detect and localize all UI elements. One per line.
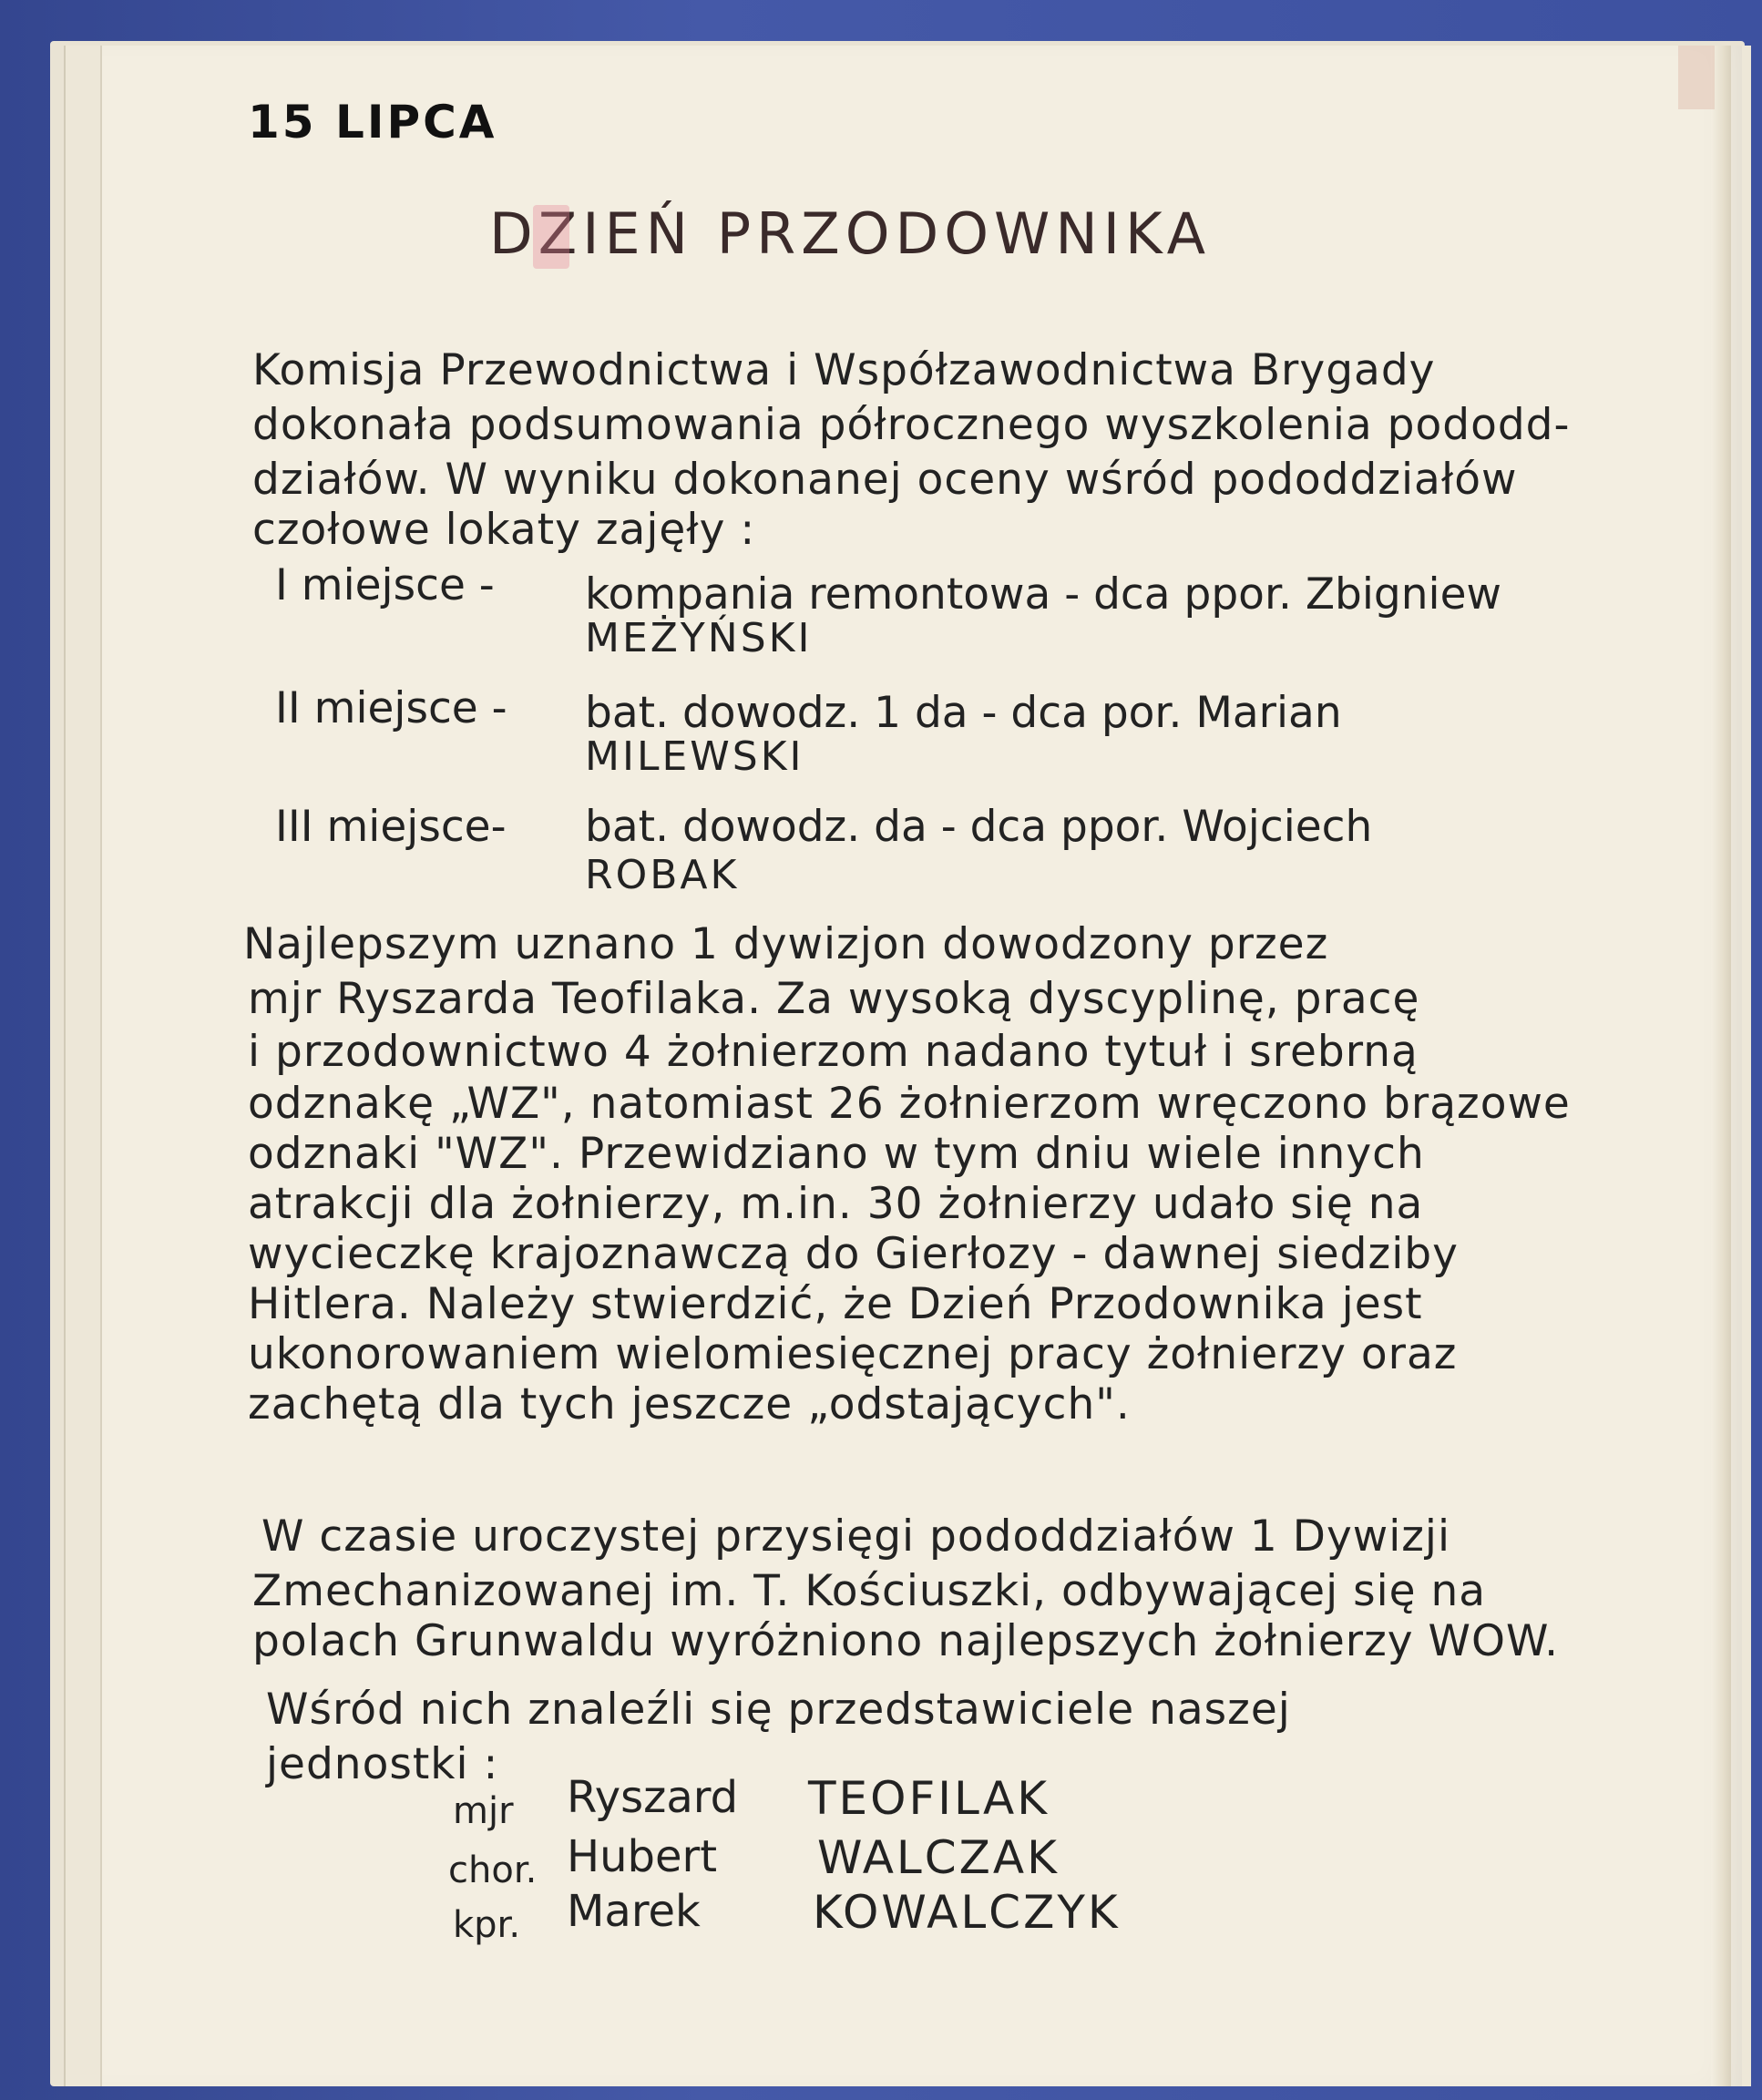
soldier-rank: kpr. [453, 1904, 521, 1946]
soldier-last-name: WALCZAK [817, 1831, 1060, 1884]
body-line: mjr Ryszarda Teofilaka. Za wysoką dyscyplinę, pracę [248, 974, 1420, 1024]
intro-line: czołowe lokaty zajęły : [252, 505, 756, 555]
soldier-rank: mjr [453, 1790, 514, 1832]
place-text: kompania remontowa - dca ppor. Zbigniew [585, 569, 1501, 620]
place-label: II miejsce - [275, 683, 507, 733]
body-line: odznaki "WZ". Przewidziano w tym dniu wiele innych [248, 1129, 1425, 1179]
entry-date: 15 LIPCA [248, 96, 497, 149]
soldier-last-name: TEOFILAK [808, 1772, 1050, 1825]
page-title [489, 200, 1211, 267]
soldier-first-name: Ryszard [567, 1772, 739, 1823]
body-line: i przodownictwo 4 żołnierzom nadano tytuł i srebrną [248, 1027, 1419, 1077]
soldier-first-name: Hubert [567, 1831, 718, 1882]
body-line: Najlepszym uznano 1 dywizjon dowodzony przez [243, 919, 1329, 969]
oath-line: Wśród nich znaleźli się przedstawiciele naszej [266, 1685, 1291, 1735]
oath-line: W czasie uroczystej przysięgi pododdziałów 1 Dywizji [261, 1511, 1451, 1562]
soldier-rank: chor. [448, 1849, 538, 1891]
place-label: III miejsce- [275, 802, 507, 852]
intro-line: Komisja Przewodnictwa i Współzawodnictwa Brygady [252, 345, 1436, 395]
highlight-mark [533, 205, 569, 269]
oath-line: Zmechanizowanej im. T. Kościuszki, odbywającej się na [252, 1566, 1487, 1616]
body-line: odznakę „WZ", natomiast 26 żołnierzom wręczono brązowe [248, 1079, 1571, 1129]
album-page [100, 46, 1742, 2086]
body-line: zachętą dla tych jeszcze „odstających". [248, 1379, 1131, 1429]
body-line: atrakcji dla żołnierzy, m.in. 30 żołnierzy udało się na [248, 1179, 1424, 1229]
soldier-first-name: Marek [567, 1886, 701, 1937]
place-text: bat. dowodz. da - dca ppor. Wojciech [585, 802, 1373, 852]
soldier-last-name: KOWALCZYK [813, 1886, 1121, 1939]
intro-line: dokonała podsumowania półrocznego wyszkolenia pododd- [252, 400, 1571, 450]
place-name: MILEWSKI [585, 733, 804, 780]
body-line: Hitlera. Należy stwierdzić, że Dzień Przodownika jest [248, 1279, 1423, 1329]
bookmark-ribbon [1678, 46, 1715, 109]
body-line: ukonorowaniem wielomiesięcznej pracy żołnierzy oraz [248, 1329, 1458, 1379]
oath-line: polach Grunwaldu wyróżniono najlepszych żołnierzy WOW. [252, 1616, 1560, 1666]
body-line: wycieczkę krajoznawczą do Gierłozy - dawnej siedziby [248, 1229, 1459, 1279]
place-label: I miejsce - [275, 560, 495, 610]
place-name: ROBAK [585, 852, 740, 898]
oath-line: jednostki : [266, 1739, 499, 1789]
page-title-text: DZIEŃ PRZODOWNIKA [489, 200, 1211, 267]
place-text: bat. dowodz. 1 da - dca por. Marian [585, 688, 1342, 738]
binding-edge [1711, 46, 1731, 2086]
place-name: MEŻYŃSKI [585, 615, 813, 661]
intro-line: działów. W wyniku dokonanej oceny wśród pododdziałów [252, 455, 1518, 505]
